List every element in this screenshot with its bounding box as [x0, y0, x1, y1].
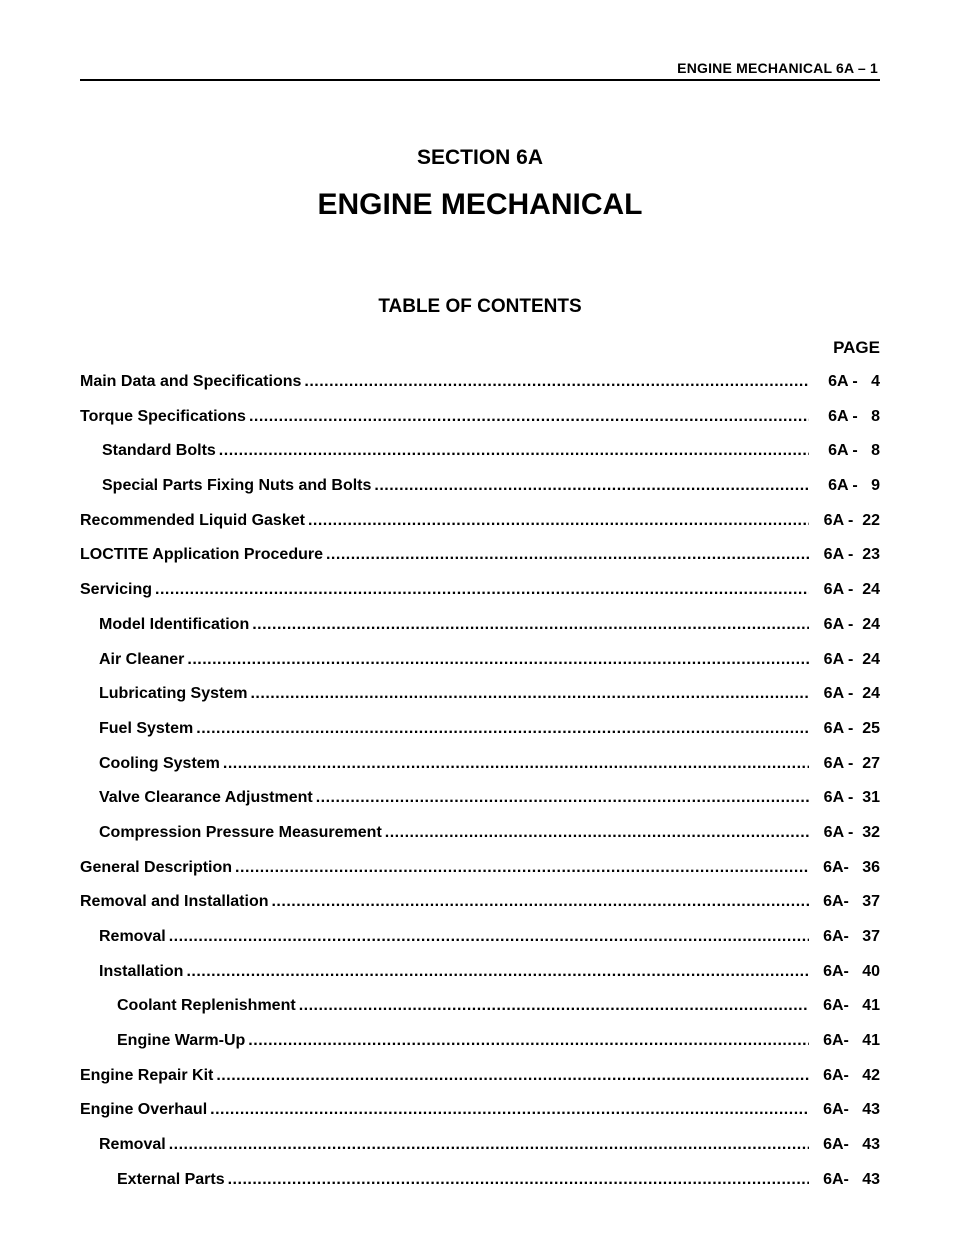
toc-entry-page: 6A - 27: [823, 754, 880, 772]
toc-entry-title: Removal: [99, 928, 166, 945]
toc-entry[interactable]: [80, 1128, 880, 1163]
toc-entry-page: 6A- 37: [823, 893, 880, 911]
toc-entry-page: 6A- 43: [823, 1101, 880, 1119]
toc-entry-page: 6A - 8: [828, 407, 880, 425]
toc-entry-page: 6A - 23: [823, 546, 880, 564]
leader-dots: [155, 573, 809, 608]
toc-entry[interactable]: [80, 712, 880, 747]
toc-entry[interactable]: [80, 677, 880, 712]
toc-entry-title: Servicing: [80, 581, 153, 599]
leader-dots: [169, 920, 809, 955]
toc-entry[interactable]: [80, 538, 880, 573]
toc-entry[interactable]: [80, 920, 880, 955]
toc-entry-title: External Parts: [117, 1170, 225, 1188]
toc-entry[interactable]: [80, 1059, 880, 1094]
leader-dots: [304, 365, 809, 400]
toc-entry-title: Fuel System: [99, 719, 194, 737]
toc-entry-title: Special Parts Fixing Nuts and Bolts: [102, 477, 372, 495]
leader-dots: [308, 504, 809, 539]
toc-entry-page: 6A - 32: [823, 823, 880, 841]
toc-entry-page: 6A- 42: [823, 1066, 880, 1084]
leader-dots: [219, 434, 809, 469]
toc-entry[interactable]: [80, 816, 880, 851]
toc-entry-title: Coolant Replenishment: [117, 997, 296, 1015]
leader-dots: [249, 400, 809, 435]
toc-entry-page: 6A- 36: [823, 858, 880, 876]
toc-entry[interactable]: [80, 504, 880, 539]
toc-entry-title: Standard Bolts: [102, 442, 216, 460]
toc-entry-title: General Description: [80, 858, 233, 876]
toc-entry[interactable]: [80, 365, 880, 400]
leader-dots: [385, 816, 809, 851]
leader-dots: [216, 1059, 809, 1094]
toc-entry-page: 6A- 37: [823, 928, 880, 945]
leader-dots: [252, 608, 809, 643]
toc-entry-title: Installation: [99, 962, 184, 980]
toc-entry-page: 6A- 41: [823, 1032, 880, 1050]
leader-dots: [271, 885, 809, 920]
toc-entry[interactable]: [80, 573, 880, 608]
toc-entry-title: Compression Pressure Measurement: [99, 823, 382, 841]
header-rule: [80, 79, 880, 81]
toc-entry-page: 6A - 25: [823, 719, 880, 737]
leader-dots: [374, 469, 809, 504]
toc-entry-title: Main Data and Specifications: [80, 373, 302, 390]
toc-entry-page: 6A- 40: [823, 962, 880, 980]
leader-dots: [223, 747, 809, 782]
toc-heading: TABLE OF CONTENTS: [378, 296, 582, 317]
leader-dots: [196, 712, 809, 747]
toc-entry-title: Torque Specifications: [80, 407, 246, 425]
toc-entry[interactable]: [80, 781, 880, 816]
leader-dots: [250, 677, 809, 712]
toc-entry-title: Removal: [99, 1136, 166, 1154]
leader-dots: [316, 781, 809, 816]
leader-dots: [187, 643, 809, 678]
toc-entry-page: 6A - 24: [823, 650, 880, 668]
toc-entry-title: Valve Clearance Adjustment: [99, 789, 313, 807]
toc-entry-page: 6A - 24: [823, 581, 880, 599]
page-column-label: PAGE: [833, 338, 880, 357]
toc-entry-page: 6A - 9: [828, 477, 880, 495]
leader-dots: [326, 538, 809, 573]
toc-entry-page: 6A- 43: [823, 1170, 880, 1188]
toc-entry-title: Engine Repair Kit: [80, 1066, 214, 1084]
leader-dots: [210, 1093, 809, 1128]
toc-entry-page: 6A - 8: [828, 442, 880, 460]
toc-entry-page: 6A - 4: [828, 373, 880, 390]
toc-entry[interactable]: [80, 1024, 880, 1059]
toc-entry-title: Engine Warm-Up: [117, 1032, 246, 1050]
running-header: ENGINE MECHANICAL 6A – 1: [677, 60, 878, 76]
toc-entry[interactable]: [80, 955, 880, 990]
toc-entry-title: Lubricating System: [99, 685, 248, 703]
leader-dots: [299, 989, 809, 1024]
toc-entry-title: Model Identification: [99, 615, 250, 633]
toc-entry[interactable]: [80, 1163, 880, 1198]
toc-entry-title: Removal and Installation: [80, 893, 269, 911]
toc-entry-page: 6A - 24: [823, 685, 880, 703]
toc-entry-title: Air Cleaner: [99, 650, 185, 668]
leader-dots: [186, 955, 809, 990]
toc-entry-title: Engine Overhaul: [80, 1101, 208, 1119]
toc-entry[interactable]: [80, 1093, 880, 1128]
toc-entry-page: 6A- 43: [823, 1136, 880, 1154]
toc-entry-page: 6A - 31: [823, 789, 880, 807]
toc-entry[interactable]: [80, 643, 880, 678]
toc-entry-page: 6A - 22: [823, 511, 880, 529]
leader-dots: [228, 1163, 809, 1198]
toc-entry[interactable]: [80, 885, 880, 920]
toc-entry-page: 6A- 41: [823, 997, 880, 1015]
toc-entry[interactable]: [80, 747, 880, 782]
leader-dots: [235, 851, 809, 886]
toc-entry[interactable]: [80, 608, 880, 643]
section-label: SECTION 6A: [416, 146, 544, 169]
toc-entry[interactable]: [80, 400, 880, 435]
toc-entry[interactable]: [80, 989, 880, 1024]
toc-entry-title: LOCTITE Application Procedure: [80, 546, 323, 564]
toc-entry[interactable]: [80, 434, 880, 469]
toc-list: [80, 365, 880, 1198]
leader-dots: [248, 1024, 809, 1059]
toc-entry-page: 6A - 24: [823, 615, 880, 633]
section-title: ENGINE MECHANICAL: [317, 188, 643, 221]
toc-entry[interactable]: [80, 469, 880, 504]
toc-entry-title: Recommended Liquid Gasket: [80, 511, 305, 529]
toc-entry[interactable]: [80, 851, 880, 886]
leader-dots: [169, 1128, 809, 1163]
toc-entry-title: Cooling System: [99, 754, 220, 772]
